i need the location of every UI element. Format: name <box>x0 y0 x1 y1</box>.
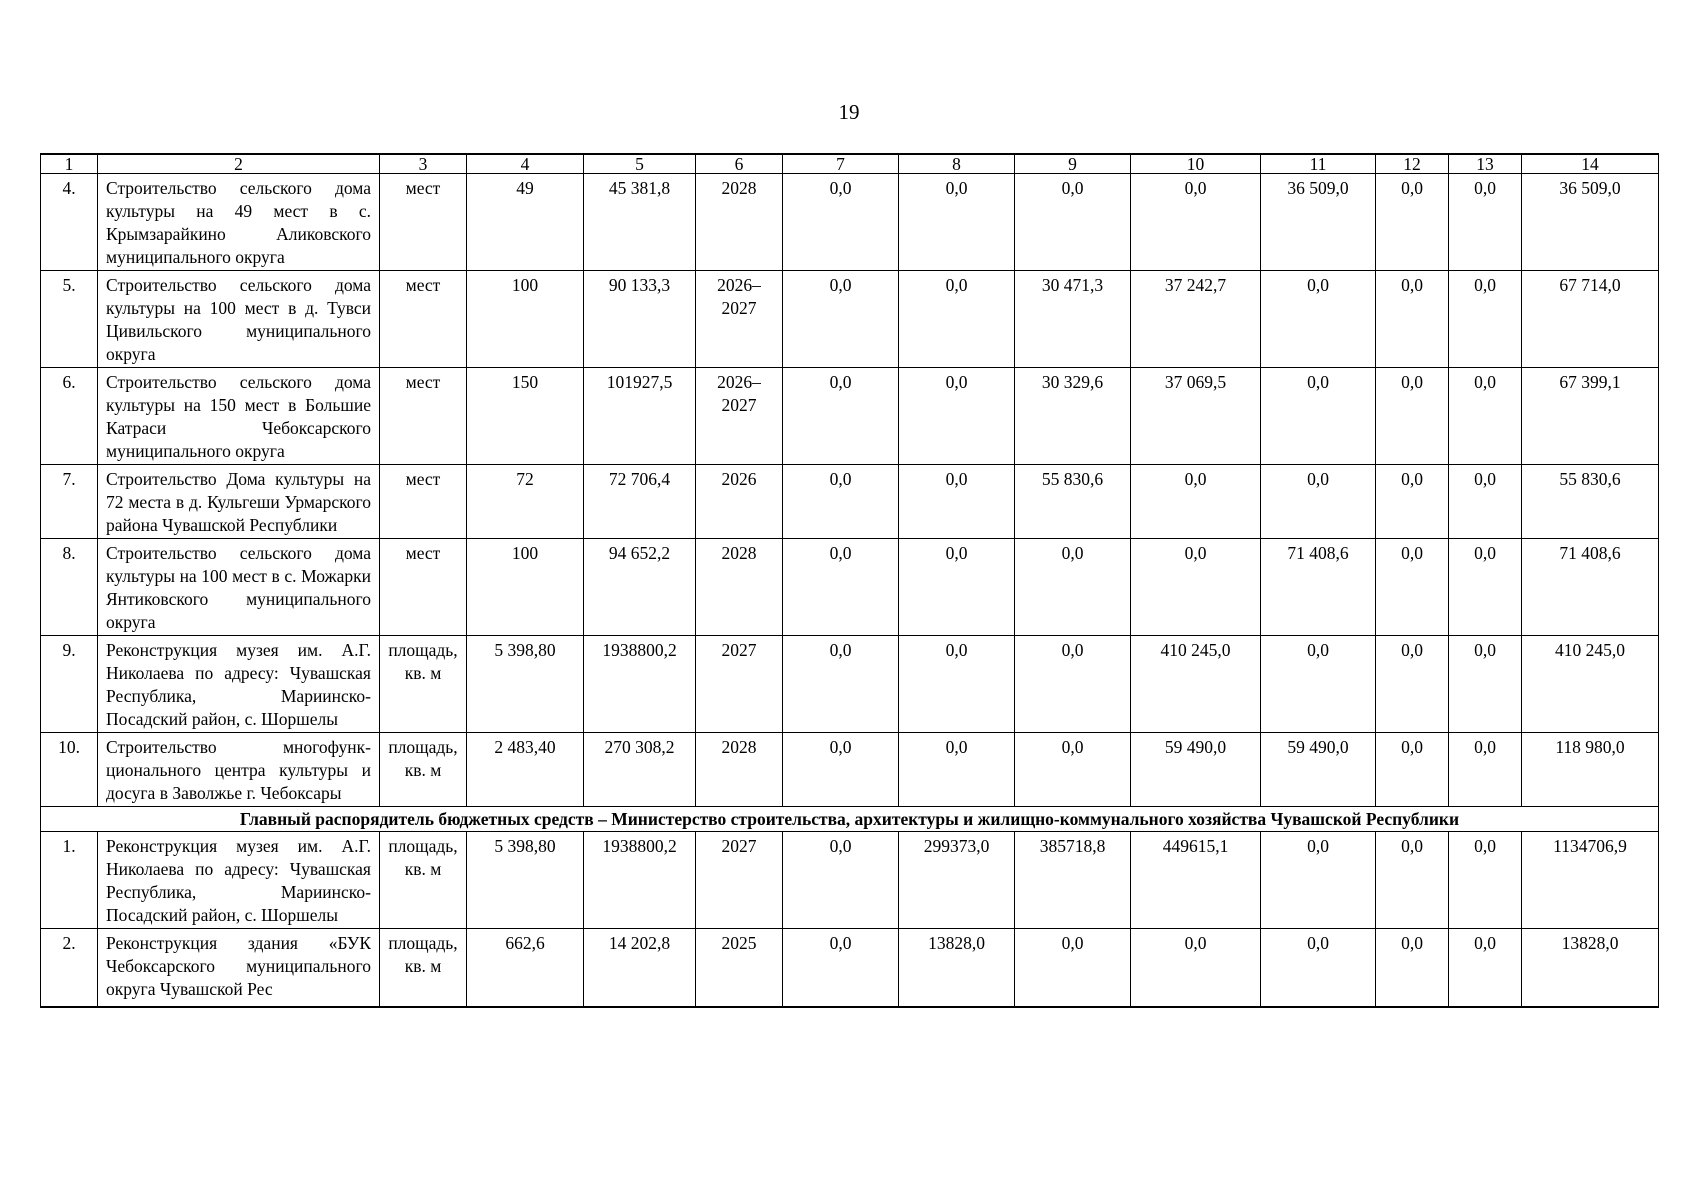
value-cell-col-8: 0,0 <box>899 368 1015 465</box>
value-cell-col-4: 150 <box>467 368 584 465</box>
value-cell-col-4: 100 <box>467 539 584 636</box>
value-cell-col-11: 0,0 <box>1261 465 1376 539</box>
value-cell-col-10: 449615,1 <box>1131 832 1261 929</box>
unit-cell: мест <box>380 271 467 368</box>
ministry-rows-section <box>41 832 1659 1008</box>
value-cell-col-11 <box>1261 929 1376 1008</box>
object-name-cell: Строительство многофункционального центра культуры и досуга в Заволжье г. Чебоксары <box>98 733 380 807</box>
table-row <box>41 271 1659 368</box>
value-cell-col-12: 0,0 <box>1376 636 1449 733</box>
value-cell-col-13: 0,0 <box>1449 832 1522 929</box>
cell-text: 2025 <box>721 933 757 953</box>
cell-text: 0,0 <box>1307 933 1329 953</box>
unit-cell: мест <box>380 465 467 539</box>
unit-cell: мест <box>380 539 467 636</box>
value-cell-col-13 <box>1449 929 1522 1008</box>
value-cell-col-11: 0,0 <box>1261 636 1376 733</box>
value-cell-col-9: 0,0 <box>1015 174 1131 271</box>
cell-text: 0,0 <box>1184 933 1207 953</box>
column-number: 7 <box>783 154 899 174</box>
column-number: 6 <box>696 154 783 174</box>
value-cell-col-10 <box>1131 929 1261 1008</box>
value-cell-col-13: 0,0 <box>1449 733 1522 807</box>
value-cell-col-8: 0,0 <box>899 636 1015 733</box>
value-cell-col-5: 270 308,2 <box>584 733 696 807</box>
value-cell-col-7: 0,0 <box>783 636 899 733</box>
value-cell-col-8: 0,0 <box>899 539 1015 636</box>
value-cell-col-9: 30 329,6 <box>1015 368 1131 465</box>
value-cell-col-10: 37 069,5 <box>1131 368 1261 465</box>
value-cell-col-12: 0,0 <box>1376 832 1449 929</box>
value-cell-col-6: 2026–2027 <box>696 271 783 368</box>
cell-text: Реконструкция здания «БУК Чебоксарского муниципального округа Чувашской Рес <box>106 933 371 999</box>
value-cell-col-6: 2027 <box>696 832 783 929</box>
column-number: 1 <box>41 154 98 174</box>
group-header-row <box>41 807 1659 832</box>
value-cell-col-14: 71 408,6 <box>1522 539 1659 636</box>
row-number-cell: 4. <box>41 174 98 271</box>
value-cell-col-12: 0,0 <box>1376 368 1449 465</box>
unit-cell: площадь, кв. м <box>380 636 467 733</box>
value-cell-col-10: 37 242,7 <box>1131 271 1261 368</box>
table-row <box>41 539 1659 636</box>
object-name-cell <box>98 929 380 1008</box>
value-cell-col-7: 0,0 <box>783 368 899 465</box>
unit-cell: площадь, кв. м <box>380 733 467 807</box>
value-cell-col-6: 2028 <box>696 733 783 807</box>
value-cell-col-6: 2026 <box>696 465 783 539</box>
value-cell-col-7: 0,0 <box>783 733 899 807</box>
cell-text: 0,0 <box>1401 933 1423 953</box>
value-cell-col-12: 0,0 <box>1376 733 1449 807</box>
cell-text: 0,0 <box>1061 933 1084 953</box>
value-cell-col-7: 0,0 <box>783 174 899 271</box>
value-cell-col-4: 5 398,80 <box>467 832 584 929</box>
value-cell-col-6: 2027 <box>696 636 783 733</box>
column-number: 11 <box>1261 154 1376 174</box>
object-name-cell: Строительство сельского дома культуры на 150 мест в Большие Катраси Чебоксарского муниципального округа <box>98 368 380 465</box>
cell-text: площадь, кв. м <box>388 933 458 976</box>
value-cell-col-4: 49 <box>467 174 584 271</box>
value-cell-col-5: 45 381,8 <box>584 174 696 271</box>
value-cell-col-12: 0,0 <box>1376 174 1449 271</box>
column-number: 5 <box>584 154 696 174</box>
value-cell-col-9: 0,0 <box>1015 636 1131 733</box>
value-cell-col-5: 72 706,4 <box>584 465 696 539</box>
value-cell-col-7: 0,0 <box>783 271 899 368</box>
object-name-cell: Реконструкция музея им. А.Г. Николаева по адресу: Чувашская Республика, Мариинско-Посадский район, с. Шоршелы <box>98 832 380 929</box>
value-cell-col-13: 0,0 <box>1449 174 1522 271</box>
table-row <box>41 465 1659 539</box>
group-header: Главный распорядитель бюджетных средств – Министерство строительства, архитектуры и жилищно-коммунального хозяйства Чувашской Республики <box>41 807 1659 832</box>
value-cell-col-13: 0,0 <box>1449 539 1522 636</box>
cell-text: 662,6 <box>505 933 545 953</box>
value-cell-col-12: 0,0 <box>1376 271 1449 368</box>
value-cell-col-5: 101927,5 <box>584 368 696 465</box>
column-number: 4 <box>467 154 584 174</box>
value-cell-col-4: 72 <box>467 465 584 539</box>
unit-cell <box>380 929 467 1008</box>
value-cell-col-7 <box>783 929 899 1008</box>
table-row <box>41 733 1659 807</box>
value-cell-col-13: 0,0 <box>1449 465 1522 539</box>
cell-text: 13828,0 <box>928 933 985 953</box>
value-cell-col-7: 0,0 <box>783 832 899 929</box>
value-cell-col-8: 0,0 <box>899 465 1015 539</box>
column-number: 8 <box>899 154 1015 174</box>
value-cell-col-7: 0,0 <box>783 539 899 636</box>
value-cell-col-10: 0,0 <box>1131 465 1261 539</box>
value-cell-col-10: 0,0 <box>1131 539 1261 636</box>
value-cell-col-14: 118 980,0 <box>1522 733 1659 807</box>
table-row <box>41 929 1659 1008</box>
value-cell-col-9 <box>1015 929 1131 1008</box>
value-cell-col-14: 410 245,0 <box>1522 636 1659 733</box>
cell-text: 0,0 <box>1474 933 1496 953</box>
unit-cell: площадь, кв. м <box>380 832 467 929</box>
column-number: 9 <box>1015 154 1131 174</box>
value-cell-col-4: 100 <box>467 271 584 368</box>
value-cell-col-6: 2028 <box>696 174 783 271</box>
value-cell-col-11: 0,0 <box>1261 832 1376 929</box>
value-cell-col-6 <box>696 929 783 1008</box>
value-cell-col-4: 2 483,40 <box>467 733 584 807</box>
column-number: 3 <box>380 154 467 174</box>
value-cell-col-14: 67 399,1 <box>1522 368 1659 465</box>
object-name-cell: Строительство сельского дома культуры на 49 мест в с. Крымзарайкино Аликовского муниципального округа <box>98 174 380 271</box>
value-cell-col-8: 0,0 <box>899 174 1015 271</box>
cell-text: 13828,0 <box>1561 933 1619 953</box>
column-number: 14 <box>1522 154 1659 174</box>
value-cell-col-5 <box>584 929 696 1008</box>
value-cell-col-12: 0,0 <box>1376 465 1449 539</box>
value-cell-col-14: 1134706,9 <box>1522 832 1659 929</box>
column-number: 12 <box>1376 154 1449 174</box>
object-rows-section <box>41 174 1659 807</box>
object-name-cell: Реконструкция музея им. А.Г. Николаева по адресу: Чувашская Республика, Мариинско-Посадский район, с. Шоршелы <box>98 636 380 733</box>
cell-text: 14 202,8 <box>608 933 671 953</box>
value-cell-col-8: 0,0 <box>899 271 1015 368</box>
value-cell-col-10: 0,0 <box>1131 174 1261 271</box>
value-cell-col-12: 0,0 <box>1376 539 1449 636</box>
row-number-cell: 9. <box>41 636 98 733</box>
value-cell-col-4 <box>467 929 584 1008</box>
cell-text: 0,0 <box>829 933 852 953</box>
value-cell-col-5: 1938800,2 <box>584 832 696 929</box>
row-number-cell: 5. <box>41 271 98 368</box>
value-cell-col-11: 36 509,0 <box>1261 174 1376 271</box>
object-name-cell: Строительство сельского дома культуры на 100 мест в с. Можарки Янтиковского муниципального округа <box>98 539 380 636</box>
value-cell-col-11: 0,0 <box>1261 271 1376 368</box>
value-cell-col-8: 0,0 <box>899 733 1015 807</box>
column-number: 2 <box>98 154 380 174</box>
row-number-cell: 7. <box>41 465 98 539</box>
value-cell-col-14: 55 830,6 <box>1522 465 1659 539</box>
value-cell-col-14: 67 714,0 <box>1522 271 1659 368</box>
row-number-cell: 6. <box>41 368 98 465</box>
row-number-cell: 1. <box>41 832 98 929</box>
table-row <box>41 368 1659 465</box>
value-cell-col-13: 0,0 <box>1449 271 1522 368</box>
value-cell-col-8 <box>899 929 1015 1008</box>
object-name-cell: Строительство Дома культуры на 72 места в д. Кульгеши Урмарского района Чувашской Республики <box>98 465 380 539</box>
value-cell-col-14 <box>1522 929 1659 1008</box>
row-number-cell: 8. <box>41 539 98 636</box>
value-cell-col-6: 2026–2027 <box>696 368 783 465</box>
cell-text: 2. <box>62 933 76 953</box>
row-number-cell: 10. <box>41 733 98 807</box>
unit-cell: мест <box>380 368 467 465</box>
table-row <box>41 174 1659 271</box>
budget-table <box>40 153 1659 1008</box>
column-number: 10 <box>1131 154 1261 174</box>
value-cell-col-13: 0,0 <box>1449 636 1522 733</box>
value-cell-col-10: 410 245,0 <box>1131 636 1261 733</box>
page-number: 19 <box>838 100 860 124</box>
value-cell-col-6: 2028 <box>696 539 783 636</box>
table-row <box>41 832 1659 929</box>
value-cell-col-5: 94 652,2 <box>584 539 696 636</box>
value-cell-col-12 <box>1376 929 1449 1008</box>
table-row <box>41 636 1659 733</box>
value-cell-col-9: 30 471,3 <box>1015 271 1131 368</box>
value-cell-col-9: 0,0 <box>1015 539 1131 636</box>
value-cell-col-5: 90 133,3 <box>584 271 696 368</box>
column-number: 13 <box>1449 154 1522 174</box>
value-cell-col-13: 0,0 <box>1449 368 1522 465</box>
value-cell-col-11: 0,0 <box>1261 368 1376 465</box>
row-number-cell <box>41 929 98 1008</box>
object-name-cell: Строительство сельского дома культуры на 100 мест в д. Тувси Цивильского муниципального округа <box>98 271 380 368</box>
value-cell-col-8: 299373,0 <box>899 832 1015 929</box>
value-cell-col-14: 36 509,0 <box>1522 174 1659 271</box>
value-cell-col-7: 0,0 <box>783 465 899 539</box>
value-cell-col-4: 5 398,80 <box>467 636 584 733</box>
value-cell-col-5: 1938800,2 <box>584 636 696 733</box>
column-number-row <box>41 154 1659 174</box>
value-cell-col-10: 59 490,0 <box>1131 733 1261 807</box>
value-cell-col-9: 385718,8 <box>1015 832 1131 929</box>
unit-cell: мест <box>380 174 467 271</box>
value-cell-col-11: 71 408,6 <box>1261 539 1376 636</box>
value-cell-col-11: 59 490,0 <box>1261 733 1376 807</box>
value-cell-col-9: 0,0 <box>1015 733 1131 807</box>
value-cell-col-9: 55 830,6 <box>1015 465 1131 539</box>
